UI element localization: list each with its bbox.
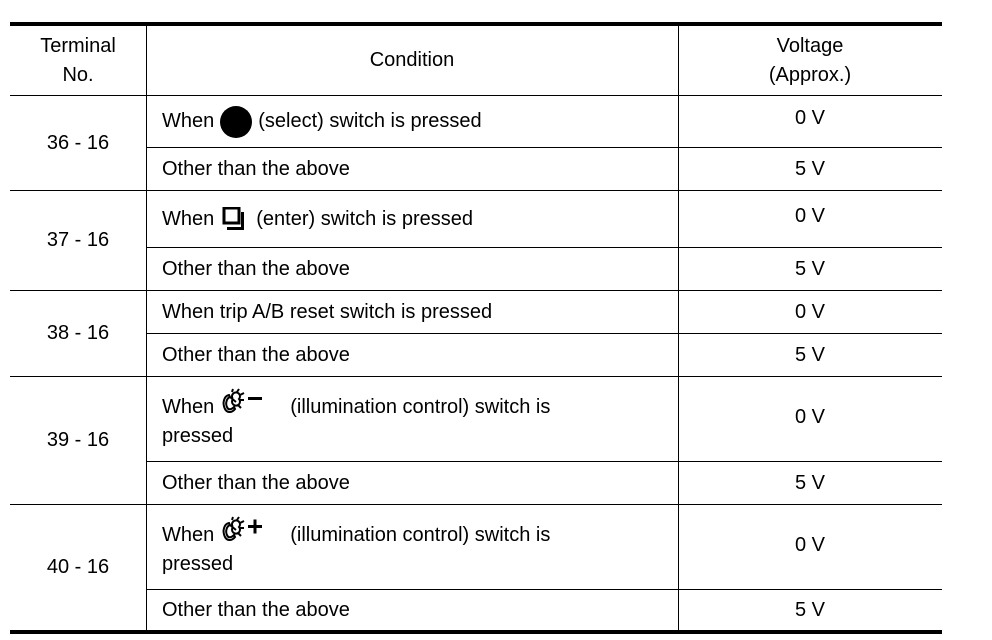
terminal-cell: 37 - 16 bbox=[46, 229, 110, 251]
voltage-cell: 5 V bbox=[794, 157, 826, 180]
voltage-cell: 0 V bbox=[794, 405, 826, 428]
voltage-cell: 5 V bbox=[794, 257, 826, 280]
condition-cell: Other than the above bbox=[162, 157, 350, 180]
voltage-cell: 0 V bbox=[794, 204, 826, 227]
voltage-cell: 0 V bbox=[794, 106, 826, 129]
voltage-cell: 0 V bbox=[794, 533, 826, 556]
enter-square-icon bbox=[222, 207, 246, 231]
condition-suffix: (select) switch is pressed bbox=[258, 110, 482, 132]
header-condition: Condition bbox=[369, 49, 455, 71]
table-bottom-rule bbox=[10, 630, 942, 634]
condition-cell: When trip A/B reset switch is pressed bbox=[162, 300, 493, 323]
condition-prefix: When bbox=[162, 207, 215, 230]
illumination-plus-icon bbox=[220, 515, 266, 545]
condition-cell bbox=[162, 377, 678, 461]
condition-cell: Other than the above bbox=[162, 471, 350, 494]
illumination-minus-icon bbox=[220, 387, 266, 417]
condition-continuation: pressed bbox=[162, 425, 234, 447]
condition-cell bbox=[162, 96, 678, 147]
condition-suffix: (illumination control) switch is bbox=[290, 524, 551, 546]
header-terminal bbox=[10, 26, 146, 95]
voltage-cell: 5 V bbox=[794, 598, 826, 621]
header-terminal-line2: No. bbox=[62, 63, 94, 86]
condition-continuation: pressed bbox=[162, 553, 234, 575]
header-voltage-line2: (Approx.) bbox=[768, 63, 852, 86]
header-voltage bbox=[678, 26, 942, 95]
terminal-voltage-table bbox=[10, 22, 942, 634]
condition-cell bbox=[162, 191, 678, 247]
voltage-cell: 5 V bbox=[794, 343, 826, 366]
voltage-cell: 5 V bbox=[794, 471, 826, 494]
header-terminal-line1: Terminal bbox=[40, 34, 116, 57]
condition-suffix: (illumination control) switch is bbox=[290, 396, 551, 418]
terminal-cell: 40 - 16 bbox=[46, 556, 110, 578]
terminal-cell: 39 - 16 bbox=[46, 429, 110, 451]
condition-prefix: When bbox=[162, 524, 215, 546]
header-voltage-line1: Voltage bbox=[776, 34, 844, 57]
select-circle-icon bbox=[220, 106, 252, 138]
condition-suffix: (enter) switch is pressed bbox=[256, 207, 473, 230]
terminal-cell: 36 - 16 bbox=[46, 131, 110, 154]
condition-cell bbox=[162, 505, 678, 589]
condition-cell: Other than the above bbox=[162, 343, 350, 366]
terminal-cell: 38 - 16 bbox=[46, 322, 110, 344]
voltage-cell: 0 V bbox=[794, 300, 826, 323]
condition-prefix: When bbox=[162, 110, 215, 132]
condition-cell: Other than the above bbox=[162, 598, 350, 621]
condition-prefix: When bbox=[162, 396, 215, 418]
condition-cell: Other than the above bbox=[162, 257, 350, 280]
column-divider bbox=[146, 22, 147, 634]
